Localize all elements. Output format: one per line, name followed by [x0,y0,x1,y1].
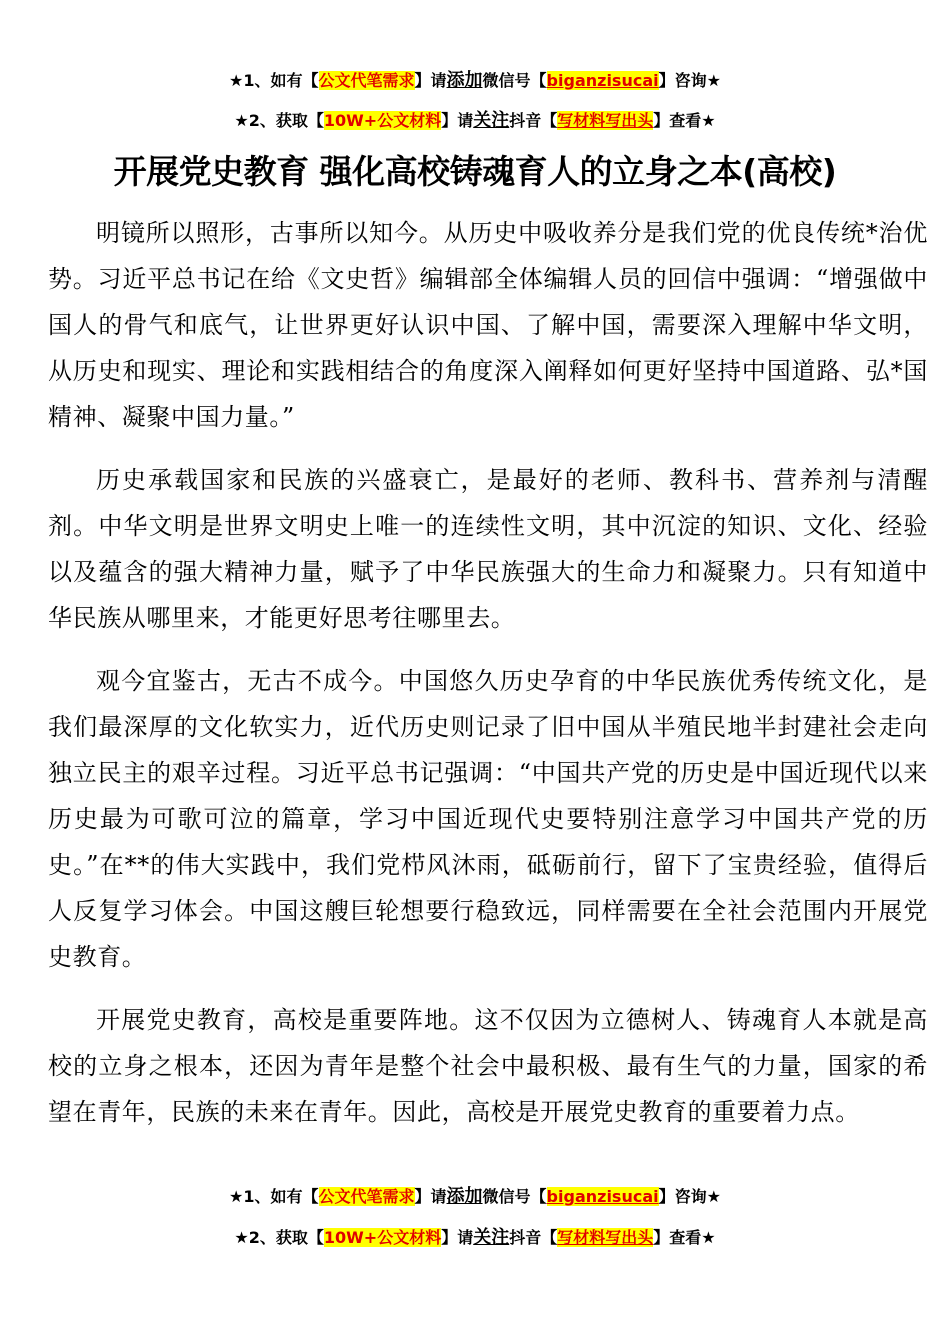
banner-highlight-materials: 10W+公文材料 [323,1228,442,1247]
banner-text: ★1、如有【 [229,71,319,90]
banner-underline-follow: 关注 [473,110,510,131]
document-title: 开展党史教育 强化高校铸魂育人的立身之本(高校) [113,152,837,191]
banner-text: 抖音【 [509,111,558,130]
banner-text: 微信号【 [482,71,547,90]
banner-text: 抖音【 [509,1228,558,1247]
banner-highlight-materials: 10W+公文材料 [323,111,442,130]
paragraph-3: 观今宜鉴古，无古不成今。中国悠久历史孕育的中华民族优秀传统文化，是我们最深厚的文化软实力，近代历史则记录了旧中国从半殖民地半封建社会走向独立民主的艰辛过程。习近平总书记强调：“中国共产党的历史是中国近现代以来历史最为可歌可泣的篇章，学习中国近现代史要特别注意学习中国共产党的历史。”在**的伟大实践中，我们党栉风沐雨，砥砺前行，留下了宝贵经验，值得后人反复学习体会。中国这艘巨轮想要行稳致远，同样需要在全社会范围内开展党史教育。 [48,667,928,971]
top-banner-line-1 [0,70,950,92]
banner-text: 】咨询★ [658,71,721,90]
top-banner-line-2 [0,110,950,132]
banner-underline-add: 添加 [446,70,483,91]
paragraph-2: 历史承载国家和民族的兴盛衰亡，是最好的老师、教科书、营养剂与清醒剂。中华文明是世界文明史上唯一的连续性文明，其中沉淀的知识、文化、经验以及蕴含的强大精神力量，赋予了中华民族强大的生命力和凝聚力。只有知道中华民族从哪里来，才能更好思考往哪里去。 [48,466,928,632]
banner-text: 】请 [414,1187,447,1206]
banner-highlight-service: 公文代笔需求 [318,1187,415,1206]
banner-highlight-wechat-id: biganzisucai [546,71,659,90]
banner-text: ★2、获取【 [234,111,324,130]
bottom-banner-line-1 [0,1186,950,1208]
banner-text: ★1、如有【 [229,1187,319,1206]
banner-highlight-wechat-id: biganzisucai [546,1187,659,1206]
banner-text: 】请 [414,71,447,90]
banner-text: 】查看★ [653,111,716,130]
banner-text: 】请 [441,111,474,130]
paragraph-4: 开展党史教育，高校是重要阵地。这不仅因为立德树人、铸魂育人本就是高校的立身之根本，还因为青年是整个社会中最积极、最有生气的力量，国家的希望在青年，民族的未来在青年。因此，高校是开展党史教育的重要着力点。 [48,1006,928,1126]
paragraph-1: 明镜所以照形，古事所以知今。从历史中吸收养分是我们党的优良传统*治优势。习近平总书记在给《文史哲》编辑部全体编辑人员的回信中强调：“增强做中国人的骨气和底气，让世界更好认识中国、了解中国，需要深入理解中华文明，从历史和现实、理论和实践相结合的角度深入阐释如何更好坚持中国道路、弘*国精神、凝聚中国力量。” [48,219,928,431]
banner-underline-add: 添加 [446,1186,483,1207]
document-body [48,210,928,1152]
banner-text: ★2、获取【 [234,1228,324,1247]
banner-highlight-service: 公文代笔需求 [318,71,415,90]
banner-text: 微信号【 [482,1187,547,1206]
banner-highlight-douyin-id: 写材料写出头 [557,1228,654,1247]
banner-text: 】咨询★ [658,1187,721,1206]
banner-highlight-douyin-id: 写材料写出头 [557,111,654,130]
banner-text: 】查看★ [653,1228,716,1247]
banner-text: 】请 [441,1228,474,1247]
banner-underline-follow: 关注 [473,1227,510,1248]
bottom-banner-line-2 [0,1227,950,1249]
